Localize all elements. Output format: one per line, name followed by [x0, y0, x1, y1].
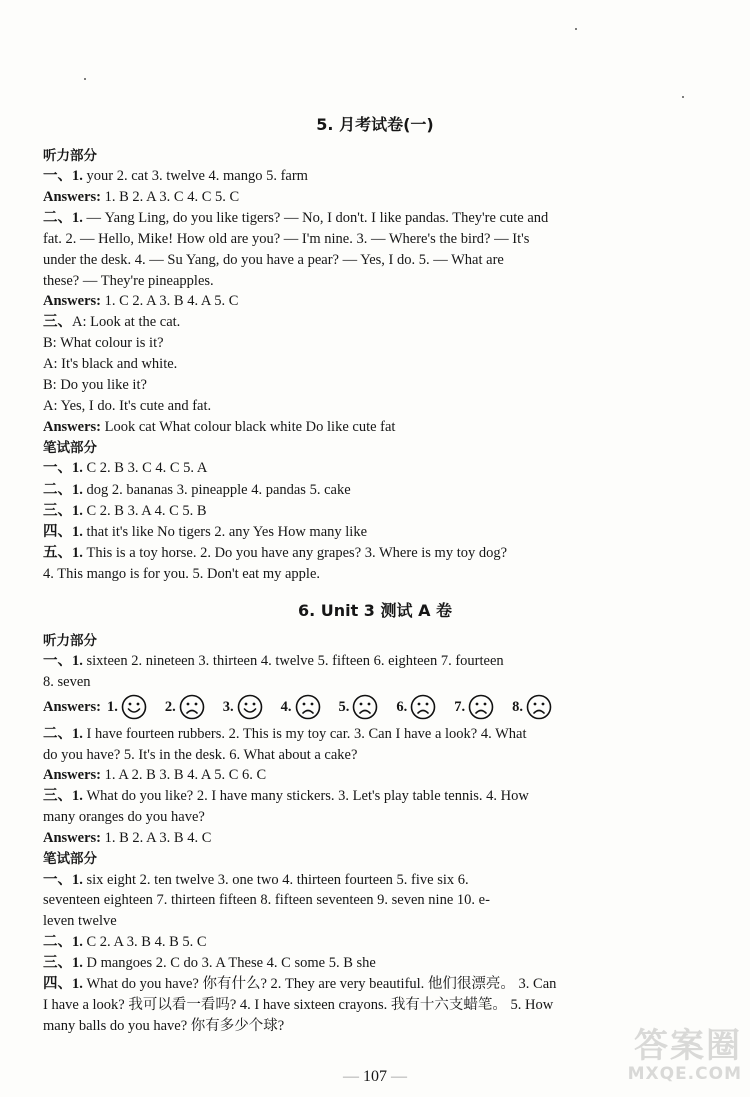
answer-line: Answers: Look cat What colour black white Do like cute fat [43, 419, 396, 435]
face-answer-1 [107, 694, 147, 720]
face-answer-8 [512, 694, 552, 720]
answer-line: 一、1. sixteen 2. nineteen 3. thirteen 4. twelve 5. fifteen 6. eighteen 7. fourteen [43, 653, 504, 669]
section-title: 6. Unit 3 测试 A 卷 [297, 601, 453, 620]
answer-line: 二、1. — Yang Ling, do you like tigers? — No, I don't. I like pandas. They're cute and [43, 210, 549, 226]
answer-line: these? — They're pineapples. [43, 273, 214, 289]
answer-line: 二、1. C 2. A 3. B 4. B 5. C [43, 934, 207, 950]
section-heading: 听力部分 [43, 148, 97, 164]
answer-line: under the desk. 4. — Su Yang, do you have a pear? — Yes, I do. 5. — What are [43, 252, 504, 268]
face-answer-7 [454, 694, 494, 720]
face-answer-4 [281, 694, 321, 720]
sad-face-icon [410, 694, 436, 720]
face-answer-6 [396, 694, 436, 720]
answer-line: 8. seven [43, 674, 91, 690]
answer-line: fat. 2. — Hello, Mike! How old are you? — I'm nine. 3. — Where's the bird? — It's [43, 231, 530, 247]
answer-line: 三、1. C 2. B 3. A 4. C 5. B [43, 503, 207, 519]
answer-line: 四、1. What do you have? 你有什么? 2. They are very beautiful. 他们很漂亮。 3. Can [43, 976, 557, 992]
answer-line: 四、1. that it's like No tigers 2. any Yes How many like [43, 524, 368, 540]
section-heading: 听力部分 [43, 633, 97, 649]
watermark-logo-text: 答案圈 [634, 1026, 742, 1066]
answers-label: Answers: [43, 698, 101, 715]
sad-face-icon [352, 694, 378, 720]
answer-line: Answers: 1. A 2. B 3. B 4. A 5. C 6. C [43, 767, 267, 783]
answer-line: Answers: 1. C 2. A 3. B 4. A 5. C [43, 293, 239, 309]
answer-line: 一、1. six eight 2. ten twelve 3. one two 4. thirteen fourteen 5. five six 6. [43, 872, 469, 888]
page-number: — 107 — [343, 1068, 407, 1085]
answer-line: A: It's black and white. [43, 356, 178, 372]
face-answer-number: 4. [280, 698, 292, 715]
answer-line: I have a look? 我可以看一看吗? 4. I have sixteen crayons. 我有十六支蜡笔。 5. How [43, 997, 554, 1013]
sad-face-icon [526, 694, 552, 720]
face-answer-number: 8. [512, 698, 523, 715]
answer-line: Answers: 1. B 2. A 3. B 4. C [43, 830, 212, 846]
happy-face-icon [237, 694, 263, 720]
answer-line: 一、1. your 2. cat 3. twelve 4. mango 5. farm [43, 168, 308, 184]
face-answer-2 [165, 694, 205, 720]
answer-line: Answers: 1. B 2. A 3. C 4. C 5. C [43, 189, 240, 205]
watermark-domain: MXQE.COM [627, 1064, 742, 1084]
answer-line: B: What colour is it? [43, 335, 164, 351]
sad-face-icon [179, 694, 205, 720]
sad-face-icon [468, 694, 494, 720]
scan-speck [575, 28, 577, 30]
face-answer-number: 1. [107, 698, 118, 715]
scan-speck [84, 78, 86, 80]
answer-line: A: Yes, I do. It's cute and fat. [43, 398, 212, 414]
answer-line: 二、1. I have fourteen rubbers. 2. This is my toy car. 3. Can I have a look? 4. What [43, 726, 527, 742]
face-answer-number: 3. [222, 698, 234, 715]
answer-line: B: Do you like it? [43, 377, 147, 393]
answer-line: many oranges do you have? [43, 809, 205, 825]
section-heading: 笔试部分 [43, 851, 97, 867]
section-title: 5. 月考试卷(一) [316, 115, 434, 134]
answer-line: 三、1. What do you like? 2. I have many stickers. 3. Let's play table tennis. 4. How [43, 788, 529, 804]
answer-line: seventeen eighteen 7. thirteen fifteen 8. fifteen seventeen 9. seven nine 10. e- [43, 892, 490, 908]
sad-face-icon [295, 694, 321, 720]
answer-line: 一、1. C 2. B 3. C 4. C 5. A [43, 460, 208, 476]
answer-line: do you have? 5. It's in the desk. 6. What about a cake? [43, 747, 358, 763]
answer-line: 二、1. dog 2. bananas 3. pineapple 4. pandas 5. cake [43, 482, 351, 498]
answer-line: leven twelve [43, 913, 117, 929]
happy-face-icon [121, 694, 147, 720]
answer-line: many balls do you have? 你有多少个球? [43, 1018, 285, 1034]
scan-speck [682, 96, 684, 98]
face-answer-3 [223, 694, 263, 720]
face-answer-5 [339, 694, 379, 720]
face-answer-number: 7. [454, 698, 466, 715]
section-heading: 笔试部分 [43, 440, 97, 456]
face-list [107, 694, 570, 720]
answer-line: 五、1. This is a toy horse. 2. Do you have any grapes? 3. Where is my toy dog? [43, 545, 508, 561]
answer-line: 4. This mango is for you. 5. Don't eat my apple. [43, 566, 321, 582]
face-answer-number: 6. [396, 698, 408, 715]
answer-line: 三、1. D mangoes 2. C do 3. A These 4. C some 5. B she [43, 955, 376, 971]
answer-line: 三、A: Look at the cat. [43, 314, 181, 330]
face-answers-row [43, 692, 688, 722]
face-answer-number: 5. [338, 698, 350, 715]
site-watermark [592, 1028, 742, 1090]
face-answer-number: 2. [164, 698, 176, 715]
